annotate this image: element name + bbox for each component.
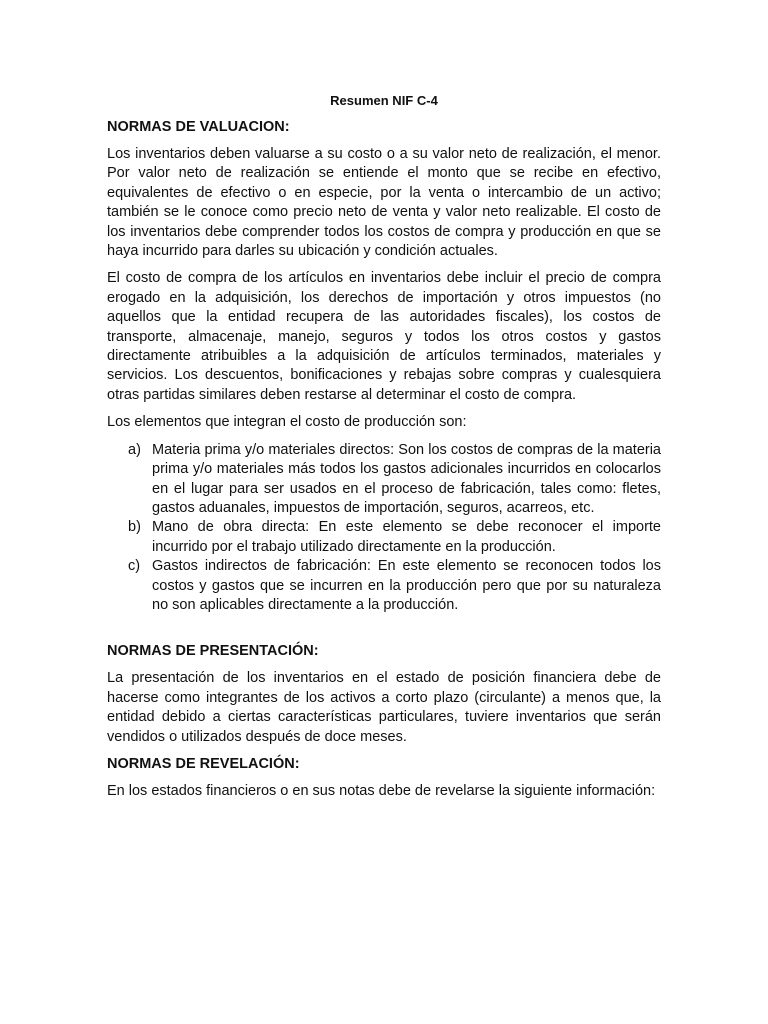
list-item [107, 518, 661, 557]
valuacion-paragraph-1: Los inventarios deben valuarse a su costo o a su valor neto de realización, el menor. Por valor neto de realización se entiende el monto que se recibe en efectivo, equivalentes de efectivo o en especie, por la venta o intercambio de un activo; también se le conoce como precio neto de venta y valor neto realizable. El costo de los inventarios debe comprender todos los costos de compra y producción en que se haya incurrido para darles su ubicación y condición actuales. [107, 146, 661, 260]
heading-revelacion: NORMAS DE REVELACIÓN: [107, 755, 300, 772]
heading-valuacion: NORMAS DE VALUACION: [107, 119, 290, 135]
list-marker: b) [128, 519, 141, 536]
presentacion-paragraph: La presentación de los inventarios en el estado de posición financiera debe de hacerse como integrantes de los activos a corto plazo (circulante) a menos que, la entidad debido a ciertas características particulares, tuviere inventarios que serán vendidos o utilizados después de doce meses. [107, 670, 661, 745]
cost-elements-list [107, 441, 661, 616]
list-marker: a) [128, 441, 141, 458]
document-content [107, 92, 661, 809]
list-item [107, 557, 661, 615]
list-marker: c) [128, 558, 141, 575]
section-spacer [107, 615, 661, 642]
valuacion-paragraph-3: Los elementos que integran el costo de producción son: [107, 414, 467, 431]
document-title: Resumen NIF C-4 [330, 93, 438, 108]
list-item [107, 441, 661, 519]
list-item-text: Mano de obra directa: En este elemento se debe reconocer el importe incurrido por el trabajo utilizado directamente en la producción. [152, 519, 661, 555]
heading-presentacion: NORMAS DE PRESENTACIÓN: [107, 643, 319, 660]
list-item-text: Gastos indirectos de fabricación: En este elemento se reconocen todos los costos y gastos que se incurren en la producción pero que por su naturaleza no son aplicables directamente a la producción. [152, 558, 661, 613]
list-item-text: Materia prima y/o materiales directos: Son los costos de compras de la materia prima y/o materiales más todos los gastos adicionales incurridos en colocarlos en el lugar para ser usados en el proceso de fabricación, tales como: fletes, gastos aduanales, impuestos de importación, seguros, acarreos, etc. [152, 441, 661, 516]
revelacion-paragraph: En los estados financieros o en sus notas debe de revelarse la siguiente información: [107, 782, 656, 799]
valuacion-paragraph-2: El costo de compra de los artículos en inventarios debe incluir el precio de compra erogado en la adquisición, los derechos de importación y otros impuestos (no aquellos que la entidad recupera de las autoridades fiscales), los costos de transporte, almacenaje, manejo, seguros y todos los otros costos y gastos directamente atribuibles a la adquisición de artículos terminados, materiales y servicios. Los descuentos, bonificaciones y rebajas sobre compras y cualesquiera otras partidas similares deben restarse al determinar el costo de compra. [107, 270, 661, 403]
